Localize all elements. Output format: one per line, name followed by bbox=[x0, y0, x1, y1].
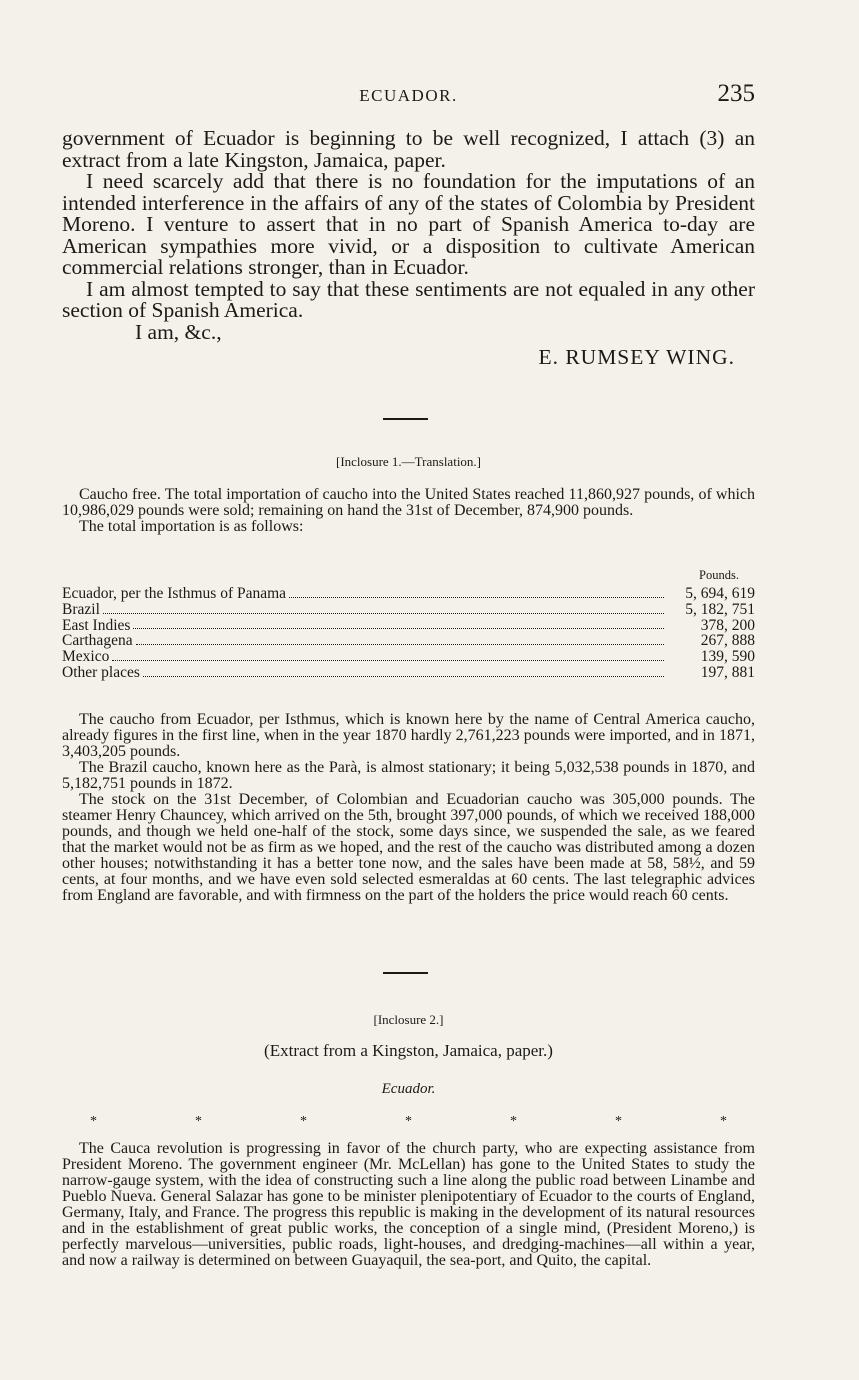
row-value: 378, 200 bbox=[700, 616, 755, 634]
table-row bbox=[62, 665, 755, 681]
star-mark: * bbox=[195, 1114, 202, 1129]
inclosure-1-heading: [Inclosure 1.—Translation.] bbox=[335, 454, 482, 469]
row-name: Carthagena bbox=[62, 632, 133, 650]
table-row bbox=[62, 633, 755, 649]
inclosure-2-body bbox=[62, 1141, 755, 1269]
section-divider bbox=[383, 972, 428, 974]
inclosure-2-heading: [Inclosure 2.] bbox=[373, 1012, 444, 1027]
intro-paragraph: The total importation is as follows: bbox=[79, 518, 304, 535]
page-number: 235 bbox=[717, 80, 755, 107]
leader-dots bbox=[103, 602, 664, 614]
intro-paragraph: Caucho free. The total importation of caucho into the United States reached 11,860,927 pounds, of which 10,986,029 pounds were sold; remaining on hand the 31st of December, 874,900 pounds. bbox=[62, 486, 755, 519]
running-head bbox=[62, 80, 755, 114]
extract-title: (Extract from a Kingston, Jamaica, paper.) bbox=[264, 1041, 553, 1060]
letter-signature: E. RUMSEY WING. bbox=[538, 345, 735, 369]
table-row bbox=[62, 602, 755, 618]
importation-table bbox=[62, 568, 755, 681]
star-mark: * bbox=[510, 1114, 517, 1129]
inclosure-1-intro bbox=[62, 487, 755, 535]
row-value: 5, 694, 619 bbox=[685, 585, 755, 602]
body-paragraph: The stock on the 31st December, of Colombian and Ecuadorian caucho was 305,000 pounds. The steamer Henry Chauncey, which arrived on the 5th, brought 397,000 pounds, of which we received 188,000 pounds, and though we held one-half of the stock, some days since, we suspended the sale, as we feared that the market would not be as firm as we hoped, and the rest of the caucho was distributed among a dozen other houses; notwithstanding it has a better tone now, and the sales have been made at 58, 58½, and 59 cents, at four months, and we have even sold selected esmeraldas at 60 cents. The last telegraphic advices from England are favorable, and with firmness on the part of the holders the price would reach 60 cents. bbox=[62, 791, 755, 904]
table-row bbox=[62, 586, 755, 602]
star-mark: * bbox=[615, 1114, 622, 1129]
table-row bbox=[62, 618, 755, 634]
running-title: ECUADOR. bbox=[359, 86, 458, 105]
star-mark: * bbox=[405, 1114, 412, 1129]
leader-dots bbox=[143, 665, 664, 677]
leader-dots bbox=[136, 633, 664, 645]
row-value: 139, 590 bbox=[700, 648, 755, 666]
leader-dots bbox=[133, 618, 664, 630]
letter-body bbox=[62, 128, 755, 369]
letter-closing: I am, &c., bbox=[135, 319, 222, 344]
leader-dots bbox=[112, 649, 664, 661]
leader-dots bbox=[289, 586, 664, 598]
star-mark: * bbox=[720, 1114, 727, 1129]
body-paragraph: The Brazil caucho, known here as the Parà, is almost stationary; it being 5,032,538 pounds in 1870, and 5,182,751 pounds in 1872. bbox=[62, 759, 755, 792]
row-name: Other places bbox=[62, 663, 140, 681]
row-value: 5, 182, 751 bbox=[685, 600, 755, 618]
section-divider bbox=[383, 418, 428, 420]
letter-paragraph: government of Ecuador is beginning to be well recognized, I attach (3) an extract from a late Kingston, Jamaica, paper. bbox=[62, 126, 755, 172]
star-mark: * bbox=[90, 1114, 97, 1129]
row-value: 267, 888 bbox=[700, 632, 755, 650]
star-mark: * bbox=[300, 1114, 307, 1129]
table-unit-header: Pounds. bbox=[699, 568, 739, 582]
extract-subtitle: Ecuador. bbox=[381, 1081, 436, 1097]
table-row bbox=[62, 649, 755, 665]
body-paragraph: The caucho from Ecuador, per Isthmus, which is known here by the name of Central America caucho, already figures in the first line, when in the year 1870 hardly 2,761,223 pounds were imported, and in 1871, 3,403,205 pounds. bbox=[62, 711, 755, 760]
inclosure-1-body bbox=[62, 712, 755, 904]
row-name: Brazil bbox=[62, 600, 100, 618]
row-name: East Indies bbox=[62, 616, 131, 634]
ellipsis-stars bbox=[62, 1114, 755, 1130]
letter-paragraph: I need scarcely add that there is no foundation for the imputations of an intended interference in the affairs of any of the states of Colombia by President Moreno. I venture to assert that in no part of Spanish America to-day are American sympathies more vivid, or a disposition to cultivate American commercial relations stronger, than in Ecuador. bbox=[62, 169, 755, 279]
letter-paragraph: I am almost tempted to say that these sentiments are not equaled in any other section of Spanish America. bbox=[62, 276, 755, 322]
body-paragraph: The Cauca revolution is progressing in favor of the church party, who are expecting assistance from President Moreno. The government engineer (Mr. McLellan) has gone to the United States to study the narrow-gauge system, with the idea of constructing such a line along the public road between Linambe and Pueblo Nueva. General Salazar has gone to be minister plenipotentiary of Ecuador to the courts of England, Germany, Italy, and France. The progress this republic is making in the development of its natural resources and in the establishment of great public works, the conception of a single mind, (President Moreno,) is perfectly marvelous—universities, public roads, light-houses, and dredging-machines—all within a year, and now a railway is determined on between Guayaquil, the sea-port, and Quito, the capital. bbox=[62, 1140, 755, 1269]
row-name: Ecuador, per the Isthmus of Panama bbox=[62, 585, 287, 602]
row-name: Mexico bbox=[62, 648, 110, 666]
row-value: 197, 881 bbox=[700, 663, 755, 681]
